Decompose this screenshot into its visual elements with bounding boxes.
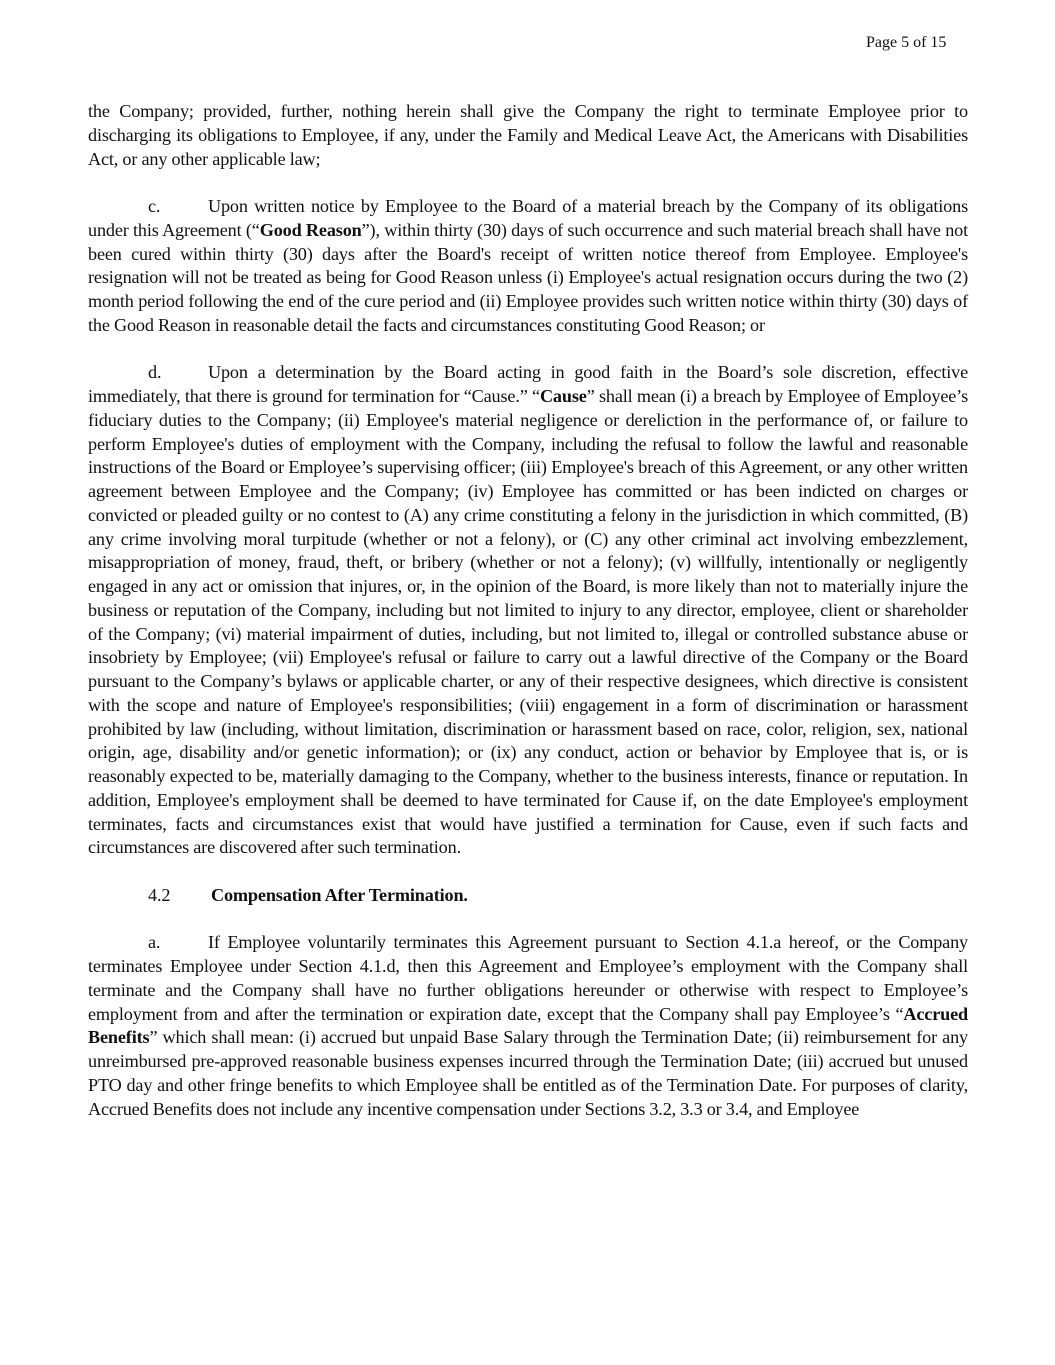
paragraph-text: ” shall mean (i) a breach by Employee of Employee’s fiduciary duties to the Company; (ii) Employee's material negligence or dereliction in the performance of, or failure to perform Employee's duties of employment with the Company, including the refusal to follow the lawful and reasonable instructions of the Board or Employee’s supervising officer; (iii) Employee's breach of this Agreement, or any other written agreement between Employee and the Company; (iv) Employee has committed or has been indicted on charges or convicted or pleaded guilty or no contest to (A) any crime constituting a felony in the jurisdiction in which committed, (B) any crime involving moral turpitude (whether or not a felony), or (C) any other criminal act involving embezzlement, misappropriation of money, fraud, theft, or bribery (whether or not a felony); (v) willfully, intentionally or negligently engaged in any act or omission that injures, or, in the opinion of the Board, is more likely than not to materially injure the business or reputation of the Company, including but not limited to injury to any director, employee, client or shareholder of the Company; (vi) material impairment of duties, including, but not limited to, illegal or controlled substance abuse or insobriety by Employee; (vii) Employee's refusal or failure to carry out a lawful directive of the Company or the Board pursuant to the Company’s bylaws or applicable charter, or any of their respective designees, which directive is consistent with the scope and nature of Employee's responsibilities; (viii) engagement in a form of discrimination or harassment prohibited by law (including, without limitation, discrimination or harassment based on race, color, religion, sex, national origin, age, disability and/or genetic information); or (ix) any conduct, action or behavior by Employee that is, or is reasonably expected to be, materially damaging to the Company, whether to the business interests, finance or reputation. In addition, Employee's employment shall be deemed to have terminated for Cause if, on the date Employee's employment terminates, facts and circumstances exist that would have justified a termination for Cause, even if such facts and circumstances are discovered after such termination. <box>88 386 968 858</box>
paragraph-label: c. <box>148 196 161 216</box>
paragraph-text: Upon a determination by the Board acting in good faith in the Board’s sole discretion, effective immediately, that there is ground for termination for “Cause.” “ <box>88 362 968 406</box>
paragraph-a-accrued-benefits <box>88 931 968 1121</box>
page-number: Page 5 of 15 <box>866 34 947 51</box>
section-number: 4.2 <box>148 884 171 905</box>
paragraph-text: ”), within thirty (30) days of such occurrence and such material breach shall have not been cured within thirty (30) days after the Board's receipt of written notice thereof from Employee. Employee's resignation will not be treated as being for Good Reason unless (i) Employee's actual resignation occurs during the two (2) month period following the end of the cure period and (ii) Employee provides such written notice within thirty (30) days of the Good Reason in reasonable detail the facts and circumstances constituting Good Reason; or <box>88 219 968 335</box>
paragraph-c-good-reason <box>88 195 968 338</box>
section-heading-4-2 <box>88 884 968 908</box>
paragraph-label: a. <box>148 932 161 953</box>
paragraph-label: d. <box>148 362 162 383</box>
defined-term-cause: Cause <box>539 386 587 406</box>
section-title: Compensation After Termination. <box>211 884 468 905</box>
defined-term-accrued-benefits: Accrued Benefits <box>88 1003 968 1048</box>
paragraph-text: If Employee voluntarily terminates this Agreement pursuant to Section 4.1.a hereof, or the Company terminates Employee under Section 4.1.d, then this Agreement and Employee’s employment with the Company shall terminate and the Company shall have no further obligations hereunder or otherwise with respect to Employee’s employment from and after the termination or expiration date, except that the Company shall pay Employee’s “ <box>88 932 968 1024</box>
paragraph-continuation <box>88 100 968 171</box>
defined-term-good-reason: Good Reason <box>259 219 362 240</box>
paragraph-text: ” which shall mean: (i) accrued but unpaid Base Salary through the Termination Date; (ii) reimbursement for any unreimbursed pre-approved reasonable business expenses incurred through the Termination Date; (iii) accrued but unused PTO day and other fringe benefits to which Employee shall be entitled as of the Termination Date. For purposes of clarity, Accrued Benefits does not include any incentive compensation under Sections 3.2, 3.3 or 3.4, and Employee <box>88 1027 968 1119</box>
document-body <box>88 100 968 1145</box>
paragraph-text: the Company; provided, further, nothing herein shall give the Company the right to terminate Employee prior to discharging its obligations to Employee, if any, under the Family and Medical Leave Act, the Americans with Disabilities Act, or any other applicable law; <box>88 101 968 169</box>
paragraph-text: Upon written notice by Employee to the Board of a material breach by the Company of its obligations under this Agreement (“ <box>88 196 968 240</box>
paragraph-d-cause <box>88 361 968 860</box>
